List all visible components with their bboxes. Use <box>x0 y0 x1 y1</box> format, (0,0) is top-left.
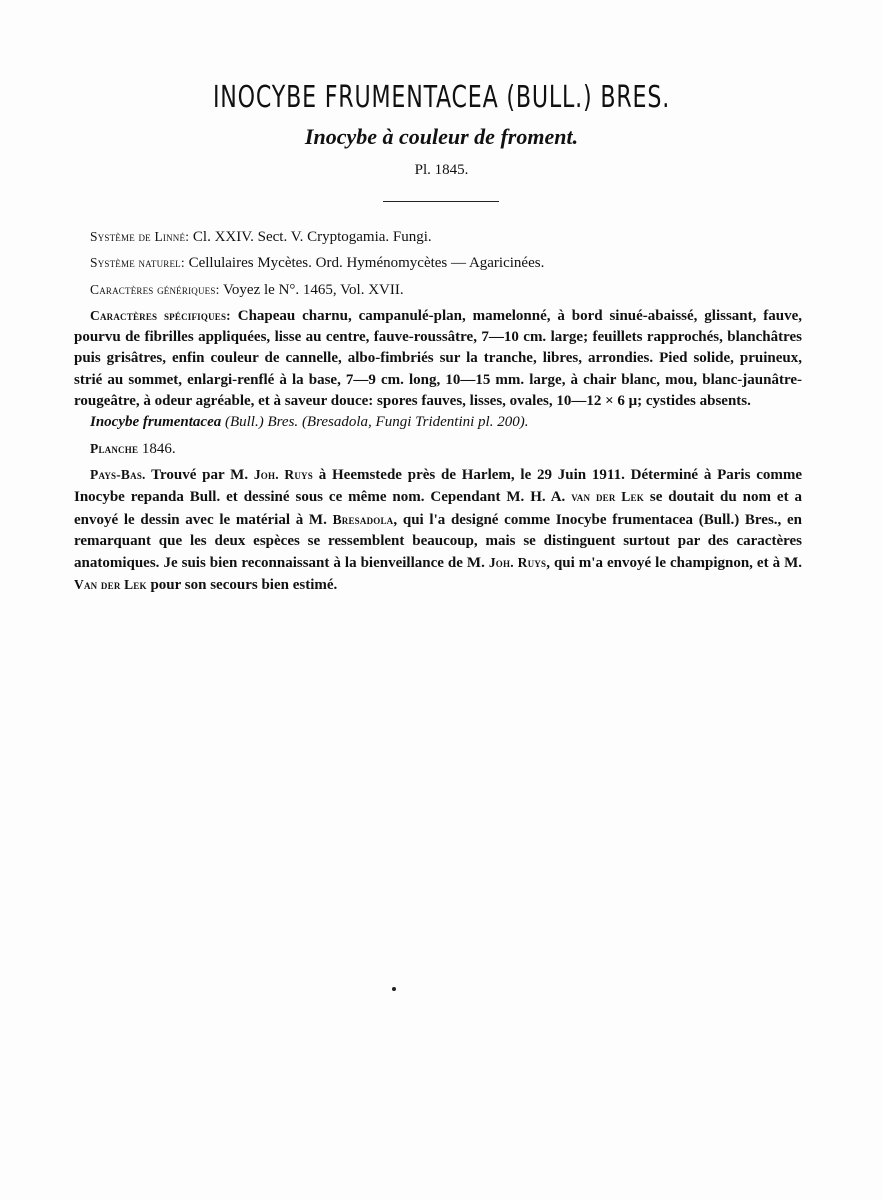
section-label: Planche <box>90 440 139 456</box>
section-text: Voyez le N°. 1465, Vol. XVII. <box>223 281 404 298</box>
section-planche <box>74 438 802 460</box>
text-part: Trouvé par M. <box>151 466 249 483</box>
section-text: Chapeau charnu, campanulé-plan, mamelonné, à bord sinué-abaissé, glissant, fauve, pourvu de fibrilles appliquées, lisse au centre, fauve-roussâtre, 7—10 cm. large; feuillets rapprochés, blanchâtres puis grisâtres, enfin couleur de cannelle, albo-fimbriés sur la tranche, libres, arrondies. Pied solide, pruineux, strié au sommet, enlargi-renflé à la base, 7—9 cm. long, 10—15 mm. large, à chair blanc, mou, blanc-jaunâtre-rougeâtre, à odeur agréable, et à saveur douce: spores fauves, lisses, ovales, 10—12 × 6 μ; cystides absents. <box>74 307 802 410</box>
species-author: Bres. <box>267 414 299 431</box>
section-label: Système de Linné: <box>90 229 190 244</box>
section-text: Cellulaires Mycètes. Ord. Hyménomycètes — Agaricinées. <box>188 255 545 272</box>
section-paysbas <box>74 464 802 597</box>
page-title: INOCYBE FRUMENTACEA (BULL.) BRES. <box>212 80 671 115</box>
text-part: à Heemstede près de Harlem, le 29 Juin 1911. Déterminé à Paris comme Inocybe repanda Bull. et dessiné sous ce même nom. Cependant M. H. A. <box>74 466 803 506</box>
ink-speck <box>392 987 396 991</box>
page-subtitle: Inocybe à couleur de froment. <box>304 124 579 149</box>
divider <box>383 201 499 202</box>
species-authority: (Bull.) <box>224 414 264 431</box>
section-text: Cl. XXIV. Sect. V. Cryptogamia. Fungi. <box>192 229 432 245</box>
section-naturel <box>74 252 802 274</box>
plate-reference: Pl. 1845. <box>414 162 469 178</box>
section-label: Caractères spécifiques: <box>90 307 231 323</box>
person-name: Van der Lek <box>74 577 147 593</box>
person-name: Joh. Ruys <box>488 555 547 571</box>
section-text: 1846. <box>141 440 176 457</box>
reference-line <box>74 412 802 433</box>
section-label: Pays-Bas. <box>90 466 146 482</box>
person-name: van der Lek <box>571 489 644 505</box>
person-name: Bresadola <box>332 511 394 527</box>
species-name: Inocybe frumentacea <box>90 414 222 431</box>
section-linne <box>74 226 802 248</box>
section-generiques <box>74 279 802 301</box>
section-label: Caractères génériques: <box>90 281 220 297</box>
person-name: Joh. Ruys <box>253 466 313 482</box>
species-citation: (Bresadola, Fungi Tridentini pl. 200). <box>301 414 529 431</box>
text-part: , qui m'a envoyé le champignon, et à M. <box>546 555 803 572</box>
body-text <box>74 226 802 601</box>
text-part: se doutait du nom et a envoyé le dessin avec le matérial à M. <box>74 489 803 528</box>
text-part: pour son secours bien estimé. <box>150 577 338 594</box>
section-label: Système naturel: <box>90 255 185 271</box>
section-specifiques <box>74 305 802 412</box>
text-part: , qui l'a designé comme Inocybe frumentacea (Bull.) Bres., en remarquant que les deux espèces se ressemblent beaucoup, mais se distinguent surtout par des caractères anatomiques. Je suis bien reconnaissant à la bienveillance de M. <box>74 511 802 572</box>
